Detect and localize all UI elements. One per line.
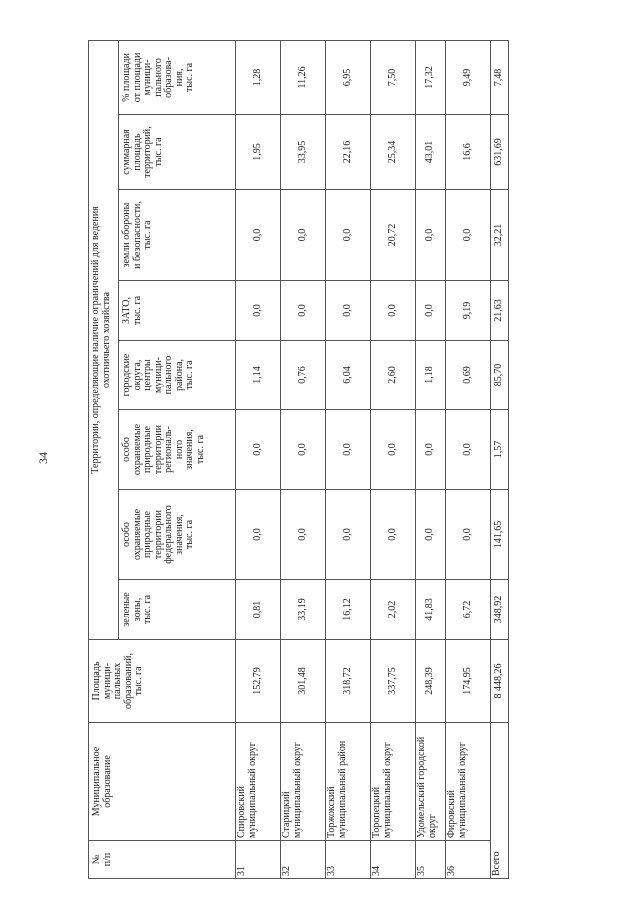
total-value-cell: 85,70: [491, 341, 509, 410]
value-cell: 9,49: [446, 40, 491, 114]
value-cell: 9,19: [446, 281, 491, 341]
value-cell: 318,72: [326, 640, 371, 723]
row-number: 36: [446, 841, 491, 879]
value-cell: 0,0: [446, 190, 491, 281]
value-cell: 43,01: [416, 115, 446, 190]
header-area: Площадь муници- пальных образований, тыс. га: [89, 640, 236, 723]
value-cell: 16,6: [446, 115, 491, 190]
value-cell: 0,0: [371, 490, 416, 580]
total-value-cell: 348,92: [491, 580, 509, 640]
value-cell: 0,0: [281, 190, 326, 281]
value-cell: 152,79: [236, 640, 281, 723]
total-row: [491, 40, 509, 878]
municipality-name: Удомельский городской округ: [416, 723, 446, 841]
value-cell: 0,0: [326, 190, 371, 281]
value-cell: 25,34: [371, 115, 416, 190]
value-cell: 2,02: [371, 580, 416, 640]
value-cell: 0,0: [281, 490, 326, 580]
value-cell: 0,0: [371, 281, 416, 341]
value-cell: 6,95: [326, 40, 371, 114]
municipality-name: Спировский муниципальный округ: [236, 723, 281, 841]
total-value-cell: 7,48: [491, 40, 509, 114]
value-cell: 0,0: [446, 490, 491, 580]
table-row: [416, 40, 446, 878]
value-cell: 11,26: [281, 40, 326, 114]
municipality-name: Старицкий муниципальный округ: [281, 723, 326, 841]
value-cell: 0,0: [326, 410, 371, 490]
value-cell: 337,75: [371, 640, 416, 723]
header-federal-protected: особо охраняемые природные территории федерального значения, тыс. га: [119, 490, 236, 580]
value-cell: 0,0: [236, 410, 281, 490]
table-body: [236, 40, 509, 878]
value-cell: 0,0: [416, 281, 446, 341]
municipality-name: Торопецкий муниципальный округ: [371, 723, 416, 841]
value-cell: 0,0: [326, 281, 371, 341]
value-cell: 0,0: [236, 190, 281, 281]
value-cell: 33,95: [281, 115, 326, 190]
value-cell: 1,18: [416, 341, 446, 410]
total-value-cell: 141,65: [491, 490, 509, 580]
value-cell: 0,0: [281, 281, 326, 341]
total-value-cell: 21,63: [491, 281, 509, 341]
row-number: 31: [236, 841, 281, 879]
value-cell: 2,60: [371, 341, 416, 410]
total-value-cell: 631,69: [491, 115, 509, 190]
value-cell: 0,76: [281, 341, 326, 410]
header-defense-lands: земли обороны и безопасности, тыс. га: [119, 190, 236, 281]
value-cell: 16,12: [326, 580, 371, 640]
row-number: 35: [416, 841, 446, 879]
municipality-name: Фировский муниципальный округ: [446, 723, 491, 841]
row-number: 34: [371, 841, 416, 879]
header-total-area: суммарная площадь территорий, тыс. га: [119, 115, 236, 190]
header-green-zones: зеленые зоны, тыс. га: [119, 580, 236, 640]
header-number: № п/п: [89, 841, 236, 879]
total-value-cell: 32,21: [491, 190, 509, 281]
value-cell: 0,0: [281, 410, 326, 490]
total-value-cell: 8 448,26: [491, 640, 509, 723]
total-label: Всего: [491, 723, 509, 879]
header-percent: % площади от площади муници- пального образова- ния, тыс. га: [119, 40, 236, 114]
header-group-territories: Территории, определяющие наличие ограничений для ведения охотничьего хозяйства: [89, 40, 119, 639]
value-cell: 6,04: [326, 341, 371, 410]
table-row: [236, 40, 281, 878]
table-row: [281, 40, 326, 878]
value-cell: 20,72: [371, 190, 416, 281]
total-value-cell: 1,57: [491, 410, 509, 490]
value-cell: 1,14: [236, 341, 281, 410]
value-cell: 33,19: [281, 580, 326, 640]
value-cell: 0,0: [236, 281, 281, 341]
value-cell: 41,83: [416, 580, 446, 640]
header-regional-protected: особо охраняемые природные территории региональ- ного значения, тыс. га: [119, 410, 236, 490]
header-zato: ЗАТО, тыс. га: [119, 281, 236, 341]
table-row: [326, 40, 371, 878]
value-cell: 0,81: [236, 580, 281, 640]
value-cell: 22,16: [326, 115, 371, 190]
table-container: [88, 41, 508, 879]
value-cell: 6,72: [446, 580, 491, 640]
value-cell: 0,0: [371, 410, 416, 490]
municipality-name: Торжокский муниципальный район: [326, 723, 371, 841]
header-urban-districts: городские округа, центры муници- пального района, тыс. га: [119, 341, 236, 410]
value-cell: 1,28: [236, 40, 281, 114]
value-cell: 0,69: [446, 341, 491, 410]
value-cell: 0,0: [446, 410, 491, 490]
value-cell: 0,0: [326, 490, 371, 580]
value-cell: 0,0: [416, 490, 446, 580]
row-number: 32: [281, 841, 326, 879]
table-row: [446, 40, 491, 878]
value-cell: 0,0: [416, 190, 446, 281]
value-cell: 301,48: [281, 640, 326, 723]
row-number: 33: [326, 841, 371, 879]
value-cell: 174,95: [446, 640, 491, 723]
value-cell: 7,50: [371, 40, 416, 114]
value-cell: 0,0: [416, 410, 446, 490]
value-cell: 1,95: [236, 115, 281, 190]
table-row: [371, 40, 416, 878]
value-cell: 248,39: [416, 640, 446, 723]
value-cell: 0,0: [236, 490, 281, 580]
value-cell: 17,32: [416, 40, 446, 114]
hunting-restrictions-table: [88, 40, 509, 879]
page-number: 34: [36, 452, 50, 464]
header-municipality: Муниципальное образование: [89, 723, 236, 841]
